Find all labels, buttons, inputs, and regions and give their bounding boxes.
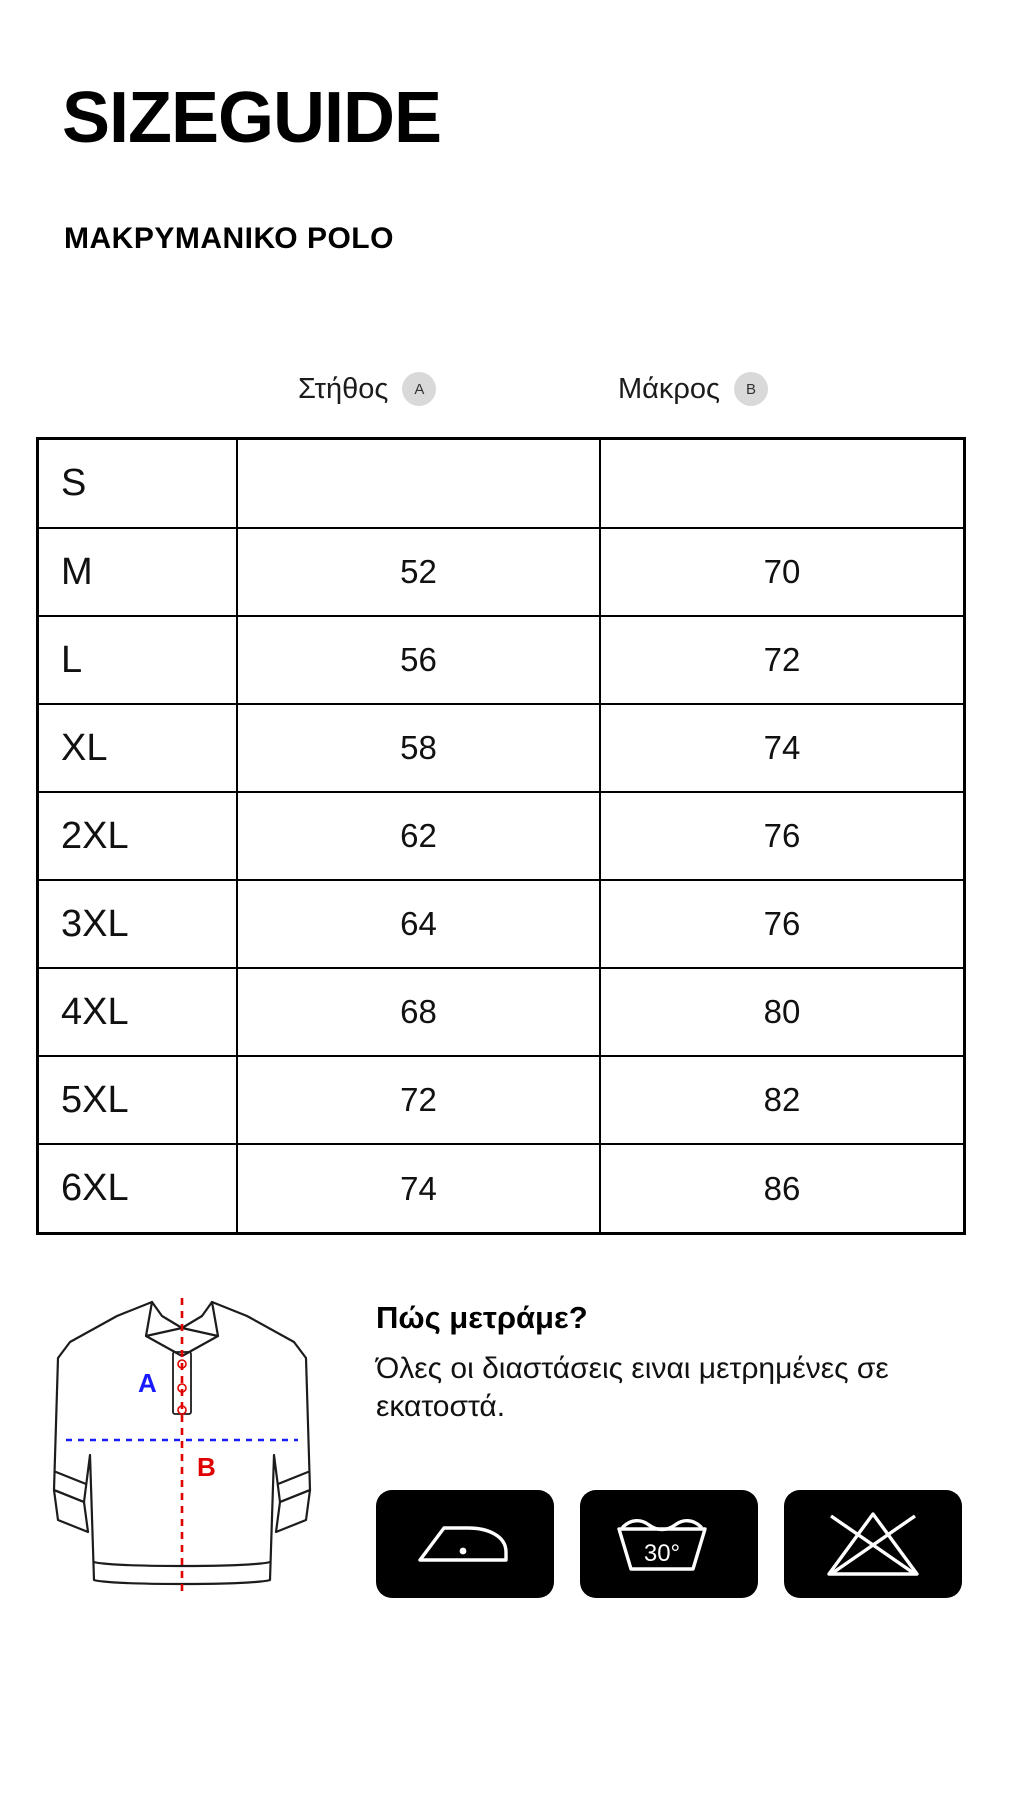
column-header-length (618, 372, 768, 406)
table-row (39, 704, 963, 792)
how-to-measure-title: Πώς μετράμε? (376, 1300, 588, 1335)
table-row (39, 968, 963, 1056)
wash-temperature-label: 30° (643, 1540, 681, 1567)
table-row (39, 616, 963, 704)
cell-chest: 52 (237, 528, 600, 616)
cell-size: S (39, 440, 237, 528)
cell-chest: 68 (237, 968, 600, 1056)
how-to-measure-text: Όλες οι διαστάσεις ειναι μετρημένες σε εκατοστά. (376, 1352, 889, 1424)
badge-b-icon: B (734, 372, 768, 406)
table-row (39, 792, 963, 880)
cell-length: 70 (600, 528, 963, 616)
size-table-wrapper (36, 437, 966, 1235)
cell-length: 82 (600, 1056, 963, 1144)
no-bleach-icon (784, 1490, 962, 1598)
cell-size: 2XL (39, 792, 237, 880)
table-column-headers (38, 372, 968, 422)
polo-shirt-diagram (42, 1280, 322, 1610)
cell-size: L (39, 616, 237, 704)
cell-size: XL (39, 704, 237, 792)
care-instructions (376, 1490, 962, 1598)
cell-size: 6XL (39, 1144, 237, 1232)
cell-size: 5XL (39, 1056, 237, 1144)
cell-size: 4XL (39, 968, 237, 1056)
page-subtitle: ΜΑΚΡΥΜΑΝΙΚΟ POLO (64, 222, 394, 255)
cell-length: 74 (600, 704, 963, 792)
badge-a-icon: A (402, 372, 436, 406)
diagram-marker-b: B (197, 1452, 216, 1482)
cell-length: 72 (600, 616, 963, 704)
table-row (39, 528, 963, 616)
cell-chest: 64 (237, 880, 600, 968)
cell-chest: 72 (237, 1056, 600, 1144)
cell-chest: 58 (237, 704, 600, 792)
cell-length: 86 (600, 1144, 963, 1232)
cell-length: 76 (600, 792, 963, 880)
cell-length: 80 (600, 968, 963, 1056)
cell-chest: 56 (237, 616, 600, 704)
table-row (39, 440, 963, 528)
cell-chest: 74 (237, 1144, 600, 1232)
polo-shirt-icon (42, 1280, 322, 1610)
cell-length (600, 440, 963, 528)
column-header-chest (298, 372, 436, 406)
cell-size: M (39, 528, 237, 616)
table-row (39, 1144, 963, 1232)
cell-chest: 62 (237, 792, 600, 880)
iron-icon (376, 1490, 554, 1598)
cell-size: 3XL (39, 880, 237, 968)
column-header-length-label: Μάκρος (618, 372, 721, 405)
table-row (39, 1056, 963, 1144)
size-table (39, 440, 963, 1232)
cell-length: 76 (600, 880, 963, 968)
diagram-marker-a: A (138, 1368, 157, 1398)
cell-chest (237, 440, 600, 528)
wash-30-icon (580, 1490, 758, 1598)
column-header-chest-label: Στήθος (298, 372, 389, 405)
table-row (39, 880, 963, 968)
page-title: SIZEGUIDE (62, 78, 442, 158)
